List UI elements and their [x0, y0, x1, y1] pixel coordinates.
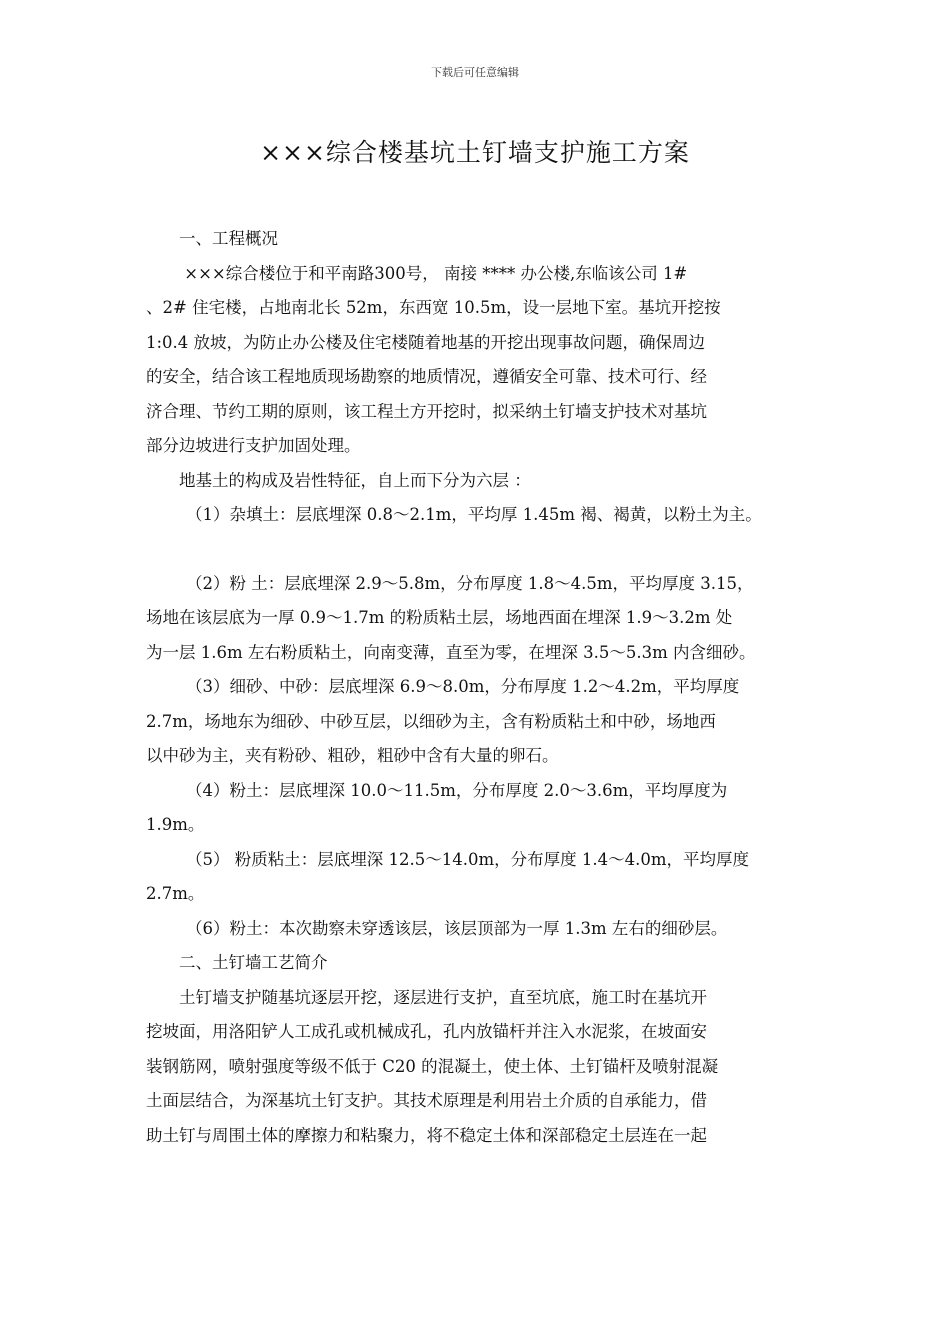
- soil-layer-2: [146, 567, 811, 671]
- text-line: 部分边坡进行支护加固处理。: [146, 436, 361, 455]
- text-line: 为一层 1.6m 左右粉质粘土，向南变薄，直至为零，在埋深 3.5～5.3m 内含细砂。: [146, 642, 756, 662]
- soil-layer-3: [146, 670, 811, 774]
- document-title: ×××综合楼基坑土钉墙支护施工方案: [260, 138, 690, 167]
- text-line: 2.7m。: [146, 884, 205, 903]
- text-line: 济合理、节约工期的原则，该工程土方开挖时，拟采纳土钉墙支护技术对基坑: [146, 401, 707, 421]
- document-body: [146, 222, 811, 1153]
- section-heading-soil-nail: 二、土钉墙工艺简介: [179, 953, 328, 972]
- text-line: 2.7m，场地东为细砂、中砂互层，以细砂为主，含有粉质粘土和中砂，场地西: [146, 711, 716, 731]
- text-line: （4）粉土：层底埋深 10.0～11.5m，分布厚度 2.0～3.6m，平均厚度为: [186, 780, 728, 800]
- text-line: 、2# 住宅楼，占地南北长 52m，东西宽 10.5m，设一层地下室。基坑开挖按: [146, 298, 721, 317]
- overview-paragraph: [146, 257, 811, 464]
- soil-nail-paragraph: [146, 981, 811, 1154]
- text-line: （3）细砂、中砂：层底埋深 6.9～8.0m，分布厚度 1.2～4.2m，平均厚度: [186, 677, 740, 696]
- soil-layer-6: （6）粉土：本次勘察未穿透该层，该层顶部为一厚 1.3m 左右的细砂层。: [186, 918, 728, 938]
- soil-layer-4: [146, 774, 811, 843]
- spacer: [146, 533, 811, 567]
- text-line: （2）粉 土：层底埋深 2.9～5.8m，分布厚度 1.8～4.5m，平均厚度 3.15，: [186, 573, 754, 593]
- text-line: 1:0.4 放坡，为防止办公楼及住宅楼随着地基的开挖出现事故问题，确保周边: [146, 332, 706, 352]
- page-header-note: 下载后可任意编辑: [431, 66, 519, 79]
- text-line: 助土钉与周围土体的摩擦力和粘聚力，将不稳定土体和深部稳定土层连在一起: [146, 1125, 707, 1145]
- text-line: 土钉墙支护随基坑逐层开挖，逐层进行支护，直至坑底，施工时在基坑开: [179, 987, 707, 1007]
- text-line: ×××综合楼位于和平南路300号， 南接 **** 办公楼,东临该公司 1#: [179, 263, 688, 283]
- text-line: （5） 粉质粘土：层底埋深 12.5～14.0m，分布厚度 1.4～4.0m，平均厚度: [186, 849, 749, 869]
- soil-intro: 地基土的构成及岩性特征，自上而下分为六层 ：: [179, 470, 531, 490]
- text-line: 场地在该层底为一厚 0.9～1.7m 的粉质粘土层，场地西面在埋深 1.9～3.2m 处: [146, 608, 733, 627]
- text-line: 装钢筋网，喷射强度等级不低于 C20 的混凝土，使土体、土钉锚杆及喷射混凝: [146, 1056, 719, 1076]
- text-line: 土面层结合，为深基坑土钉支护。其技术原理是利用岩土介质的自承能力，借: [146, 1091, 707, 1110]
- soil-layer-1: （1）杂填土：层底埋深 0.8～2.1m，平均厚 1.45m 褐、褐黄，以粉土为主。: [186, 505, 762, 524]
- section-heading-overview: 一、工程概况: [179, 229, 278, 248]
- text-line: 以中砂为主，夹有粉砂、粗砂，粗砂中含有大量的卵石。: [146, 746, 559, 765]
- text-line: 挖坡面，用洛阳铲人工成孔或机械成孔，孔内放锚杆并注入水泥浆，在坡面安: [146, 1022, 707, 1041]
- text-line: 的安全，结合该工程地质现场勘察的地质情况，遵循安全可靠、技术可行、经: [146, 367, 707, 386]
- soil-layer-5: [146, 843, 811, 912]
- text-line: 1.9m。: [146, 815, 205, 834]
